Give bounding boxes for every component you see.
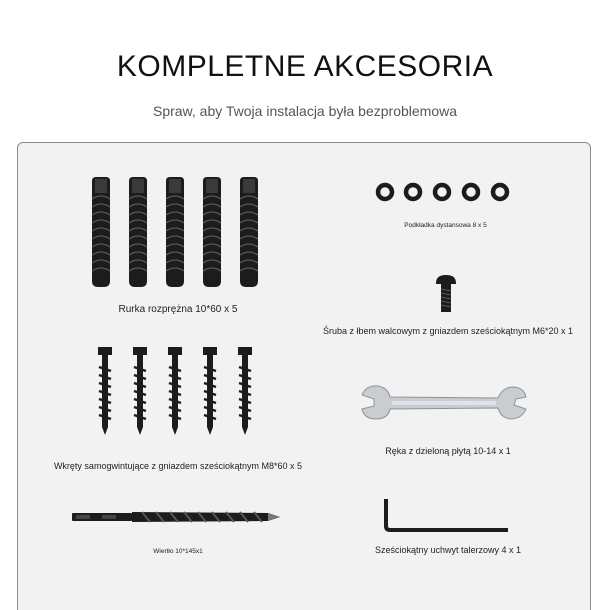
self-tapping-screw-icon bbox=[96, 345, 256, 437]
washer-icon bbox=[375, 181, 515, 205]
drill-bit-icon bbox=[72, 507, 282, 527]
washer-label: Podkładka dystansowa 8 x 5 bbox=[404, 222, 487, 229]
hex-key-icon bbox=[380, 499, 510, 533]
open-end-wrench-icon bbox=[362, 385, 526, 421]
accessories-panel bbox=[17, 142, 591, 610]
page-title: KOMPLETNE AKCESORIA bbox=[116, 50, 494, 83]
drill-bit-label: Wiertło 10*145x1 bbox=[153, 548, 203, 555]
page-subtitle: Spraw, aby Twoja instalacja była bezproblemowa bbox=[152, 103, 458, 119]
hex-socket-screw-icon bbox=[434, 275, 458, 313]
wall-plug-icon bbox=[88, 177, 268, 289]
hex-key-label: Sześciokątny uchwyt talerzowy 4 x 1 bbox=[374, 545, 522, 555]
self-tapping-screw-label: Wkręty samogwintujące z gniazdem sześciokątnym M8*60 x 5 bbox=[53, 461, 303, 471]
hex-socket-screw-label: Śruba z łbem walcowym z gniazdem sześciokątnym M6*20 x 1 bbox=[322, 326, 574, 336]
wall-plug-label: Rurka rozprężna 10*60 x 5 bbox=[118, 304, 238, 315]
open-end-wrench-label: Ręka z dzieloną płytą 10-14 x 1 bbox=[385, 446, 511, 456]
